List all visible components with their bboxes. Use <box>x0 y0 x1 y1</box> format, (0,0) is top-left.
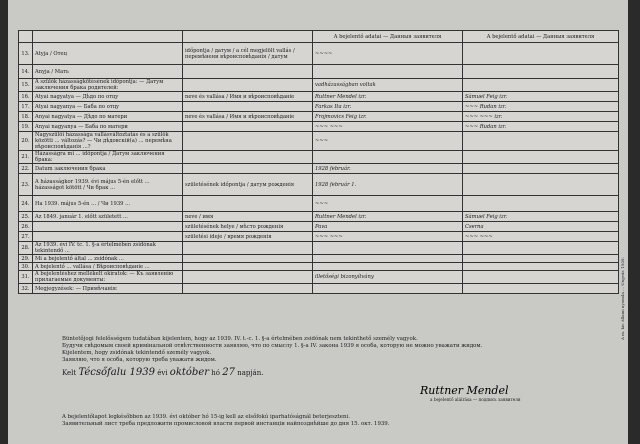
row-value-right: ~~~ ~~~ <box>463 232 619 242</box>
row-value-right <box>463 164 619 174</box>
form-row <box>19 92 619 102</box>
form-row <box>19 284 619 294</box>
row-label: Megjegyzések: — Примѣчанія: <box>33 284 183 294</box>
row-number: 26. <box>19 222 33 232</box>
row-value-right: Sámuel Feig izr. <box>463 212 619 222</box>
form-row <box>19 151 619 164</box>
row-label: Az 1849. január 1. előtt született ... <box>33 212 183 222</box>
row-value-left <box>313 284 463 294</box>
signature-label: a bejelentő aláírása — подпись заявителя <box>430 397 521 402</box>
printer-imprint: A m. kir. állami nyomda ... Ungvár. 1939. <box>620 257 625 340</box>
declaration-line-4: Заявляю, что я особа, которую треба уважати жидом. <box>62 357 217 363</box>
form-row <box>19 164 619 174</box>
row-value-left: vadházasságban voltak <box>313 79 463 92</box>
day-handwritten: 27 <box>222 367 235 378</box>
deadline-note-2: Заявительный лист треба предложити промисловой власти первой инстанціи найпозднѣйше до дня 15. окт. 1939. <box>62 421 390 427</box>
form-row <box>19 79 619 92</box>
form-row <box>19 242 619 255</box>
row-value-left: Frojmovics Feig izr. <box>313 112 463 122</box>
col-header-left: A bejelentő adatai — Данныя заявителя <box>313 31 463 43</box>
row-field-label: neve / имя <box>183 212 313 222</box>
row-value-right <box>463 132 619 151</box>
row-value-left <box>313 151 463 164</box>
row-label: A bejelentéshez mellékelt okiratok: — Къ заявленію прилагаемые документы: <box>33 271 183 284</box>
form-row <box>19 212 619 222</box>
form-row <box>19 112 619 122</box>
row-field-label <box>183 242 313 255</box>
row-label: A szülők házasságkötésének időpontja: — Датум заключения брака родителей: <box>33 79 183 92</box>
row-value-left: ~~~~ <box>313 43 463 65</box>
form-row <box>19 174 619 196</box>
row-value-right <box>463 43 619 65</box>
row-field-label: születési ideje / время рожденія <box>183 232 313 242</box>
form-row <box>19 232 619 242</box>
row-number: 32. <box>19 284 33 294</box>
row-field-label <box>183 271 313 284</box>
row-number: 30. <box>19 263 33 271</box>
row-value-left: illetőségi bizonyítvány <box>313 271 463 284</box>
row-number: 14. <box>19 65 33 79</box>
row-value-right <box>463 151 619 164</box>
row-value-left <box>313 242 463 255</box>
row-field-label <box>183 102 313 112</box>
row-value-right <box>463 271 619 284</box>
row-number: 19. <box>19 122 33 132</box>
row-value-left: ~~~ <box>313 196 463 212</box>
place-handwritten: Técsőfalu 1939 <box>78 367 155 378</box>
dated-line: Kelt Técsőfalu 1939 évi október hó 27 napján. <box>62 367 264 378</box>
row-number: 18. <box>19 112 33 122</box>
row-number: 21. <box>19 151 33 164</box>
row-value-left: 1928 február 1. <box>313 174 463 196</box>
row-number: 16. <box>19 92 33 102</box>
row-label: Anyai nagyanya — Баба по матери <box>33 122 183 132</box>
row-label: Nagyszülői házassága vallásváltoztatás és a szülők közötti ... változás? — Чи дѣдовскій(а) ... перемѣна вѣроисповѣданія ...? <box>33 132 183 151</box>
row-number: 24. <box>19 196 33 212</box>
row-label: Atyai nagyatya — Дѣдо по отцу <box>33 92 183 102</box>
registration-form-table <box>18 30 619 294</box>
row-value-right: ~~~ Rudan izr. <box>463 102 619 112</box>
row-label <box>33 222 183 232</box>
row-value-right <box>463 284 619 294</box>
month-handwritten: október <box>169 367 210 378</box>
row-field-label: születésének helye / мѣсто рожденія <box>183 222 313 232</box>
row-value-right <box>463 242 619 255</box>
row-value-left: ~~~ ~~~ <box>313 122 463 132</box>
row-label: Ha 1939. május 5-én ... / Чи 1939 ... <box>33 196 183 212</box>
row-field-label <box>183 79 313 92</box>
declaration-line-1: Büntetőjogi felelősségem tudatában kijelentem, hogy az 1939. IV. t.-c. 1. §-a értelmében zsidónak nem tekinthető személy vagyok. <box>62 336 418 342</box>
row-number: 28. <box>19 242 33 255</box>
row-value-right <box>463 174 619 196</box>
row-number: 17. <box>19 102 33 112</box>
row-field-label: időpontja / датум / a cél megjelölt vallás / перемѣнени вѣроисповѣданія / датум <box>183 43 313 65</box>
row-value-left <box>313 263 463 271</box>
signature: Ruttner Mendel <box>420 384 509 397</box>
row-field-label <box>183 164 313 174</box>
form-row <box>19 255 619 263</box>
row-value-right <box>463 79 619 92</box>
row-label: A bejelentő ... vallása / Вѣроисповѣданіе ... <box>33 263 183 271</box>
row-field-label <box>183 65 313 79</box>
row-number: 23. <box>19 174 33 196</box>
row-field-label <box>183 132 313 151</box>
form-row <box>19 65 619 79</box>
row-field-label <box>183 255 313 263</box>
form-row <box>19 43 619 65</box>
row-value-right <box>463 263 619 271</box>
form-row <box>19 102 619 112</box>
row-value-right: ~~~ ~~~ izr. <box>463 112 619 122</box>
row-value-left: Pava <box>313 222 463 232</box>
row-value-left: 1928 február. <box>313 164 463 174</box>
row-value-left <box>313 65 463 79</box>
row-number: 25. <box>19 212 33 222</box>
row-value-right <box>463 255 619 263</box>
row-label: A házasságkor 1939. évi május 5-én előtt ... házasságot kötött / Чи брак ... <box>33 174 183 196</box>
row-label <box>33 232 183 242</box>
row-number: 22. <box>19 164 33 174</box>
row-field-label: neve és vallása / Имя и вѣроисповѣданіе <box>183 92 313 102</box>
row-field-label <box>183 263 313 271</box>
row-value-left: ~~~ ~~~ <box>313 232 463 242</box>
form-row <box>19 263 619 271</box>
row-value-right: Sámuel Feig izr. <box>463 92 619 102</box>
row-number: 20. <box>19 132 33 151</box>
row-value-left: Ruttner Mendel izr. <box>313 92 463 102</box>
form-row <box>19 122 619 132</box>
row-value-left: ~~~ <box>313 132 463 151</box>
declaration-line-2: Будучи свѣдомым своей кримінальной отвѣтственности заявляю, что по смыслу 1. §-а IV. закона 1939 я особа, которую не можно уважати жидом. <box>62 343 483 349</box>
declaration-line-3: Kijelentem, hogy zsidónak tekintendő személy vagyok. <box>62 350 212 356</box>
row-field-label <box>183 151 313 164</box>
row-number: 27. <box>19 232 33 242</box>
row-number: 29. <box>19 255 33 263</box>
row-field-label <box>183 122 313 132</box>
row-field-label <box>183 284 313 294</box>
row-label: Házasságra mi ... időpontja / Датум заключения брака: <box>33 151 183 164</box>
row-value-left: Farkas Ita izr. <box>313 102 463 112</box>
row-number: 31. <box>19 271 33 284</box>
row-label: Atyai nagyanya — Баба по отцу <box>33 102 183 112</box>
row-field-label: neve és vallása / Имя и вѣроисповѣданіе <box>183 112 313 122</box>
row-value-right: Cserna <box>463 222 619 232</box>
row-number: 13. <box>19 43 33 65</box>
row-label: Atyja / Отец <box>33 43 183 65</box>
row-field-label: születésének időpontja / датум рожденія <box>183 174 313 196</box>
row-value-right <box>463 196 619 212</box>
row-field-label <box>183 196 313 212</box>
form-row <box>19 271 619 284</box>
row-label: Az 1939. évi IV. tc. 1. §-a értelmében zsidónak tekintendő ... <box>33 242 183 255</box>
deadline-note-1: A bejelentőlapot legkésőbben az 1939. évi október hó 15-ig kell az elsőfokú iparhatóságnál beterjeszteni. <box>62 414 350 420</box>
col-header-right: A bejelentő adatai — Данныя заявителя <box>463 31 619 43</box>
form-row <box>19 222 619 232</box>
row-number: 15. <box>19 79 33 92</box>
row-value-left <box>313 255 463 263</box>
form-row <box>19 132 619 151</box>
row-value-left: Ruttner Mendel izr. <box>313 212 463 222</box>
row-label: Anyai nagyatya — Дѣдо по матери <box>33 112 183 122</box>
row-label: Anyja / Мать <box>33 65 183 79</box>
row-label: Mi a bejelentő által ... zsidónak ... <box>33 255 183 263</box>
row-value-right <box>463 65 619 79</box>
row-label: Datum заключения брака <box>33 164 183 174</box>
row-value-right: ~~~ Rudan izr. <box>463 122 619 132</box>
form-row <box>19 196 619 212</box>
